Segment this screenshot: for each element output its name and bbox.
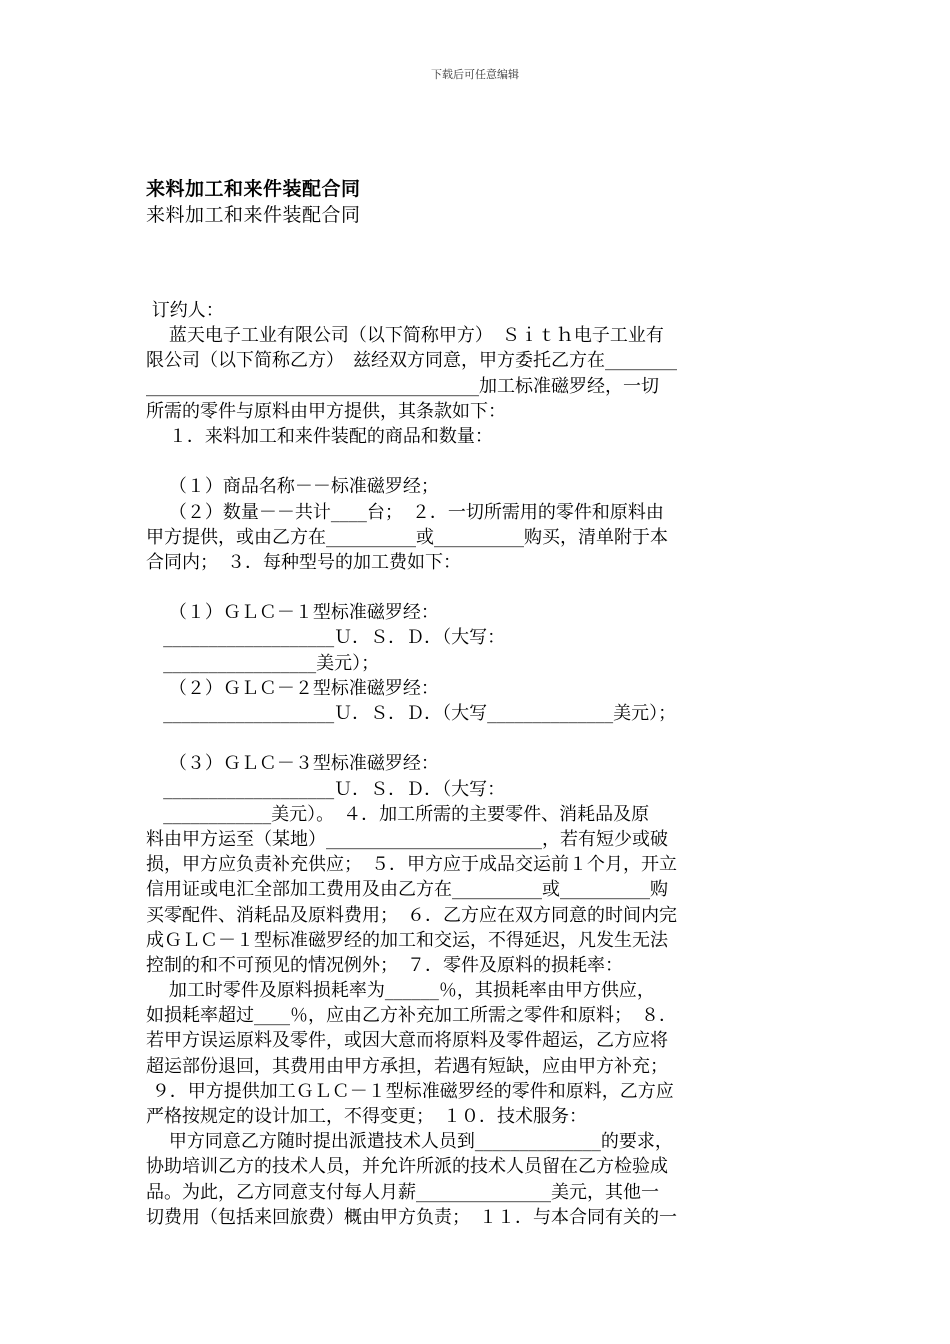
body-line: ___________________Ｕ．Ｓ．Ｄ．（大写______________美元）； (146, 703, 677, 724)
body-line: 协助培训乙方的技术人员，并允许所派的技术人员留在乙方检验成 (146, 1156, 668, 1178)
body-line: 料由甲方运至（某地）________________________，若有短少或破 (146, 828, 668, 850)
body-line (146, 575, 816, 600)
body-line: 信用证或电汇全部加工费用及由乙方在__________或__________购 (146, 879, 668, 901)
body-line: 合同内； ３．每种型号的加工费如下： (146, 551, 461, 573)
body-line: 限公司（以下简称乙方） 兹经双方同意，甲方委托乙方在________ (146, 350, 677, 372)
body-line: 严格按规定的设计加工，不得变更； １０．技术服务： (146, 1106, 587, 1127)
document-subtitle: 来料加工和来件装配合同 (146, 204, 361, 226)
body-line: 品。为此，乙方同意支付每人月薪_______________美元，其他一 (146, 1181, 659, 1203)
body-line: 切费用（包括来回旅费）概由甲方负责； １１．与本合同有关的一 (146, 1206, 677, 1228)
body-line: （３）ＧＬＣ－３型标准磁罗经： (146, 753, 439, 775)
contract-body (146, 298, 816, 1230)
body-line: （２）ＧＬＣ－２型标准磁罗经： (146, 677, 439, 699)
body-line: ____________美元）。 ４．加工所需的主要零件、消耗品及原 (146, 803, 650, 825)
body-line: 加工时零件及原料损耗率为______％，其损耗率由甲方供应， (146, 980, 655, 1002)
body-line: ___________________Ｕ．Ｓ．Ｄ．（大写： (146, 627, 506, 649)
body-line: 控制的和不可预见的情况例外； ７．零件及原料的损耗率： (146, 954, 623, 976)
body-line: 甲方提供，或由乙方在__________或__________购买，清单附于本 (146, 526, 668, 548)
document-title: 来料加工和来件装配合同 (146, 178, 361, 200)
body-line: 甲方同意乙方随时提出派遣技术人员到______________的要求， (146, 1131, 673, 1153)
body-line: 如损耗率超过____％，应由乙方补充加工所需之零件和原料； ８． (146, 1005, 677, 1027)
body-line: 超运部份退回，其费用由甲方承担，若遇有短缺，应由甲方补充； (146, 1055, 668, 1077)
body-line: _________________美元）； (146, 652, 380, 674)
body-line: 所需的零件与原料由甲方提供，其条款如下： (146, 400, 506, 422)
body-line: ___________________Ｕ．Ｓ．Ｄ．（大写： (146, 778, 506, 800)
body-line: 买零配件、消耗品及原料费用； ６．乙方应在双方同意的时间内完 (146, 904, 677, 926)
body-line: 损，甲方应负责补充供应； ５．甲方应于成品交运前１个月，开立 (146, 854, 677, 876)
body-line (146, 449, 816, 474)
body-line: 订约人： (146, 300, 224, 321)
body-line: （１）ＧＬＣ－１型标准磁罗经： (146, 602, 439, 624)
body-line: _____________________________________加工标准磁罗经，一切 (146, 375, 659, 397)
body-line (146, 726, 816, 751)
header-note: 下载后可任意编辑 (431, 68, 519, 81)
body-line: １．来料加工和来件装配的商品和数量： (146, 425, 493, 447)
body-line: （２）数量－－共计____台； ２．一切所需用的零件和原料由 (146, 501, 664, 523)
body-line: ９．甲方提供加工ＧＬＣ－１型标准磁罗经的零件和原料，乙方应 (146, 1080, 674, 1102)
body-line: （１）商品名称－－标准磁罗经； (146, 476, 439, 498)
body-line: 蓝天电子工业有限公司（以下简称甲方） Ｓｉｔｈ电子工业有 (146, 325, 664, 347)
body-line: 成ＧＬＣ－１型标准磁罗经的加工和交运，不得延迟，凡发生无法 (146, 929, 668, 951)
body-line: 若甲方误运原料及零件，或因大意而将原料及零件超运，乙方应将 (146, 1030, 668, 1052)
